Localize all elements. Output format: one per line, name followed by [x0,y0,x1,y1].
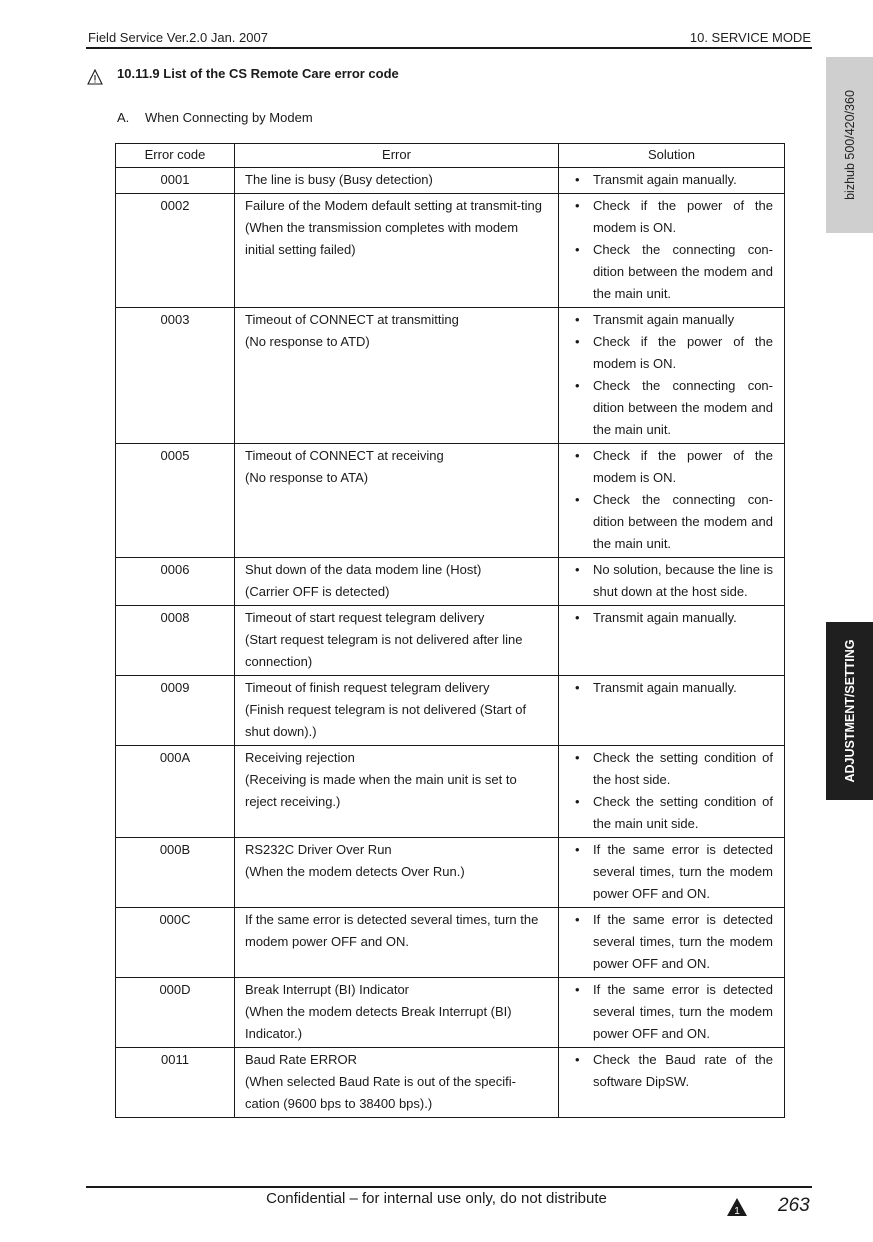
error-description-line: (Finish request telegram is not delivered (Start of shut down).) [245,702,527,739]
table-row [116,1048,785,1118]
solution-bullet-item: • Check if the power of the modem is ON. [573,445,773,489]
solution-bullet-item: • No solution, because the line is shut down at the host side. [573,559,773,603]
solution-bullet-item: • Check if the power of the modem is ON. [573,195,773,239]
solution-bullet-item: • Check the Baud rate of the software DipSW. [573,1049,773,1093]
table-row [116,308,785,444]
solution-bullet-item: • If the same error is detected several times, turn the modem power OFF and ON. [573,839,773,905]
error-code-table [115,143,785,1118]
error-description-cell [235,676,559,746]
solution-cell [559,444,785,558]
table-body [116,168,785,1118]
solution-cell [559,606,785,676]
column-header-solution: Solution [559,144,785,168]
column-header-error-code: Error code [116,144,235,168]
section-title: 10.11.9 List of the CS Remote Care error code [117,66,399,81]
header-rule [86,47,812,49]
error-description-line: Timeout of start request telegram delivery [245,610,485,625]
table-row [116,746,785,838]
footer-confidential-notice: Confidential – for internal use only, do not distribute [266,1190,607,1207]
error-description-line: (No response to ATA) [245,470,369,485]
subsection-text: When Connecting by Modem [145,110,313,125]
error-description-line: Timeout of CONNECT at receiving [245,448,444,463]
solution-bullet-item: • Check if the power of the modem is ON. [573,331,773,375]
error-description-cell [235,308,559,444]
error-description-cell [235,194,559,308]
error-description-cell [235,908,559,978]
solution-cell [559,194,785,308]
solution-bullet-item: • Transmit again manually. [573,169,773,191]
error-code-cell: 0006 [116,558,235,606]
error-code-cell: 000B [116,838,235,908]
error-description-cell [235,746,559,838]
solution-bullet-item: • Check the setting condition of the main unit side. [573,791,773,835]
column-header-error: Error [235,144,559,168]
solution-cell [559,908,785,978]
solution-cell [559,676,785,746]
error-code-cell: 0001 [116,168,235,194]
solution-cell [559,168,785,194]
error-description-line: (Start request telegram is not delivered after line connection) [245,632,523,669]
table-row [116,908,785,978]
error-description-line: Receiving rejection [245,750,355,765]
table-row [116,558,785,606]
table-row [116,978,785,1048]
model-tab [826,57,873,233]
solution-bullet-item: • Check the connecting con-dition between the modem and the main unit. [573,239,773,305]
error-description-cell [235,978,559,1048]
solution-cell [559,1048,785,1118]
section-tab-label: ADJUSTMENT/SETTING [842,639,857,783]
error-description-line: (Receiving is made when the main unit is set to reject receiving.) [245,772,517,809]
error-description-cell [235,558,559,606]
solution-bullet-item: • Check the connecting con-dition between the modem and the main unit. [573,489,773,555]
revision-mark: 1 [734,1206,740,1217]
solution-cell [559,838,785,908]
error-code-cell: 0009 [116,676,235,746]
solution-bullet-item: • Transmit again manually. [573,677,773,699]
error-description-cell [235,838,559,908]
solution-cell [559,308,785,444]
error-description-line: (No response to ATD) [245,334,370,349]
solution-cell [559,558,785,606]
subsection-label: A. [117,110,130,125]
table-row [116,168,785,194]
error-code-cell: 0003 [116,308,235,444]
error-description-line: Baud Rate ERROR [245,1052,357,1067]
subsection-title [117,110,313,125]
solution-bullet-item: • Transmit again manually [573,309,773,331]
warning-triangle-icon [87,69,103,85]
table-row [116,606,785,676]
table-row [116,444,785,558]
solution-bullet-item: • Check the connecting con-dition between the modem and the main unit. [573,375,773,441]
error-code-cell: 0008 [116,606,235,676]
error-description-line: (When the modem detects Over Run.) [245,864,465,879]
error-code-cell: 0005 [116,444,235,558]
error-description-line: Failure of the Modem default setting at transmit-ting (When the transmission completes with modem initial setting failed) [245,198,542,257]
error-description-cell [235,444,559,558]
error-description-line: (Carrier OFF is detected) [245,584,390,599]
error-code-cell: 000D [116,978,235,1048]
error-description-line: If the same error is detected several times, turn the modem power OFF and ON. [245,912,539,949]
model-tab-label: bizhub 500/420/360 [842,90,857,200]
page-number: 263 [778,1195,810,1216]
solution-cell [559,978,785,1048]
error-description-line: Break Interrupt (BI) Indicator [245,982,410,997]
table-row [116,838,785,908]
error-description-line: RS232C Driver Over Run [245,842,392,857]
header-document-title: Field Service Ver.2.0 Jan. 2007 [88,30,268,45]
error-description-line: Timeout of finish request telegram delivery [245,680,490,695]
header-chapter-title: 10. SERVICE MODE [689,30,811,45]
error-description-line: (When the modem detects Break Interrupt (BI) Indicator.) [245,1004,512,1041]
error-description-line: The line is busy (Busy detection) [245,172,433,187]
error-description-line: (When selected Baud Rate is out of the specifi-cation (9600 bps to 38400 bps).) [245,1074,516,1111]
footer-rule [86,1186,812,1188]
solution-bullet-item: • If the same error is detected several times, turn the modem power OFF and ON. [573,909,773,975]
error-description-line: Timeout of CONNECT at transmitting [245,312,459,327]
solution-bullet-item: • If the same error is detected several times, turn the modem power OFF and ON. [573,979,773,1045]
error-description-cell [235,606,559,676]
error-description-cell [235,1048,559,1118]
table-row [116,676,785,746]
table-row [116,194,785,308]
revision-triangle-icon [726,1197,748,1217]
table-header-row [116,144,785,168]
error-code-cell: 000A [116,746,235,838]
error-code-cell: 000C [116,908,235,978]
section-tab [826,622,873,800]
error-code-cell: 0011 [116,1048,235,1118]
error-code-cell: 0002 [116,194,235,308]
error-description-cell [235,168,559,194]
error-description-line: Shut down of the data modem line (Host) [245,562,482,577]
solution-bullet-item: • Check the setting condition of the host side. [573,747,773,791]
solution-bullet-item: • Transmit again manually. [573,607,773,629]
solution-cell [559,746,785,838]
